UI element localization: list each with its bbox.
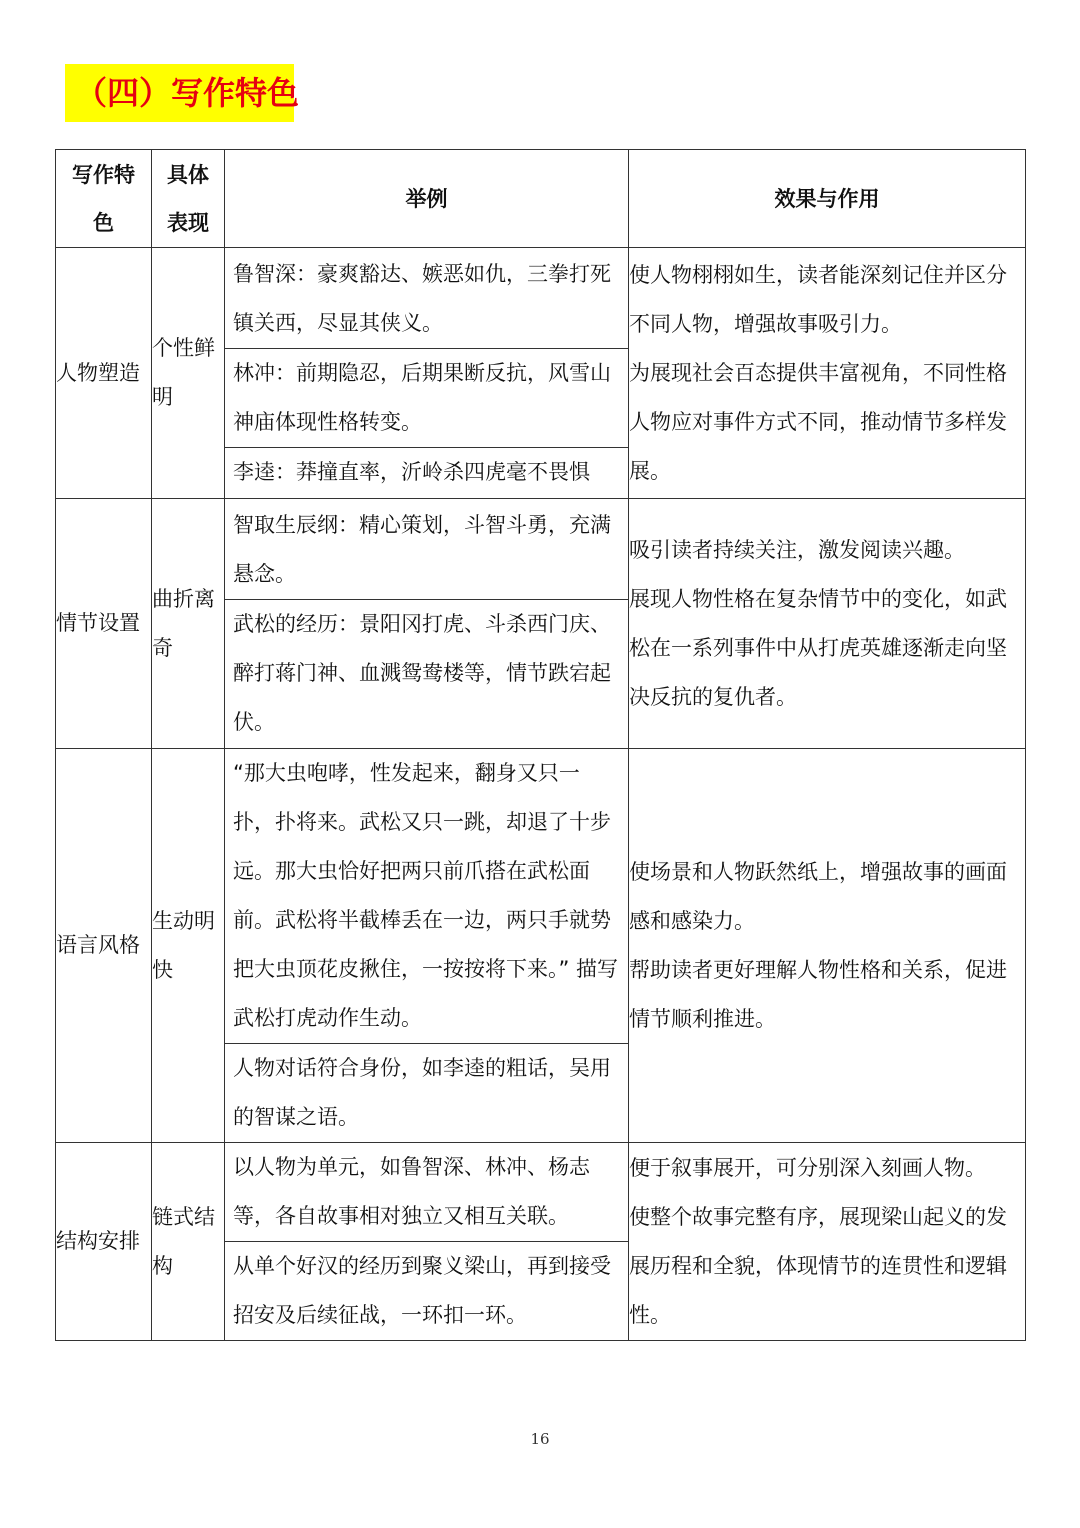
- section-title: （四）写作特色: [65, 64, 294, 122]
- examples-cell: [225, 248, 629, 499]
- example-item: 鲁智深：豪爽豁达、嫉恶如仇，三拳打死镇关西，尽显其侠义。: [233, 261, 611, 335]
- examples-cell: [225, 499, 629, 749]
- example-item: 智取生辰纲：精心策划，斗智斗勇，充满悬念。: [233, 512, 611, 586]
- effects-cell: [629, 499, 1026, 749]
- header-examples: 举例: [225, 150, 629, 248]
- effect-item: 使人物栩栩如生，读者能深刻记住并区分不同人物，增强故事吸引力。: [629, 262, 1007, 336]
- writing-features-table: [55, 149, 1026, 1341]
- example-item: 以人物为单元，如鲁智深、林冲、杨志等，各自故事相对独立又相互关联。: [233, 1155, 590, 1228]
- table-row: [56, 1143, 1026, 1341]
- example-item: 武松的经历：景阳冈打虎、斗杀西门庆、醉打蒋门神、血溅鸳鸯楼等，情节跌宕起伏。: [225, 599, 628, 747]
- header-manifestation: 具体表现: [152, 150, 225, 248]
- feature-cell: 情节设置: [56, 499, 152, 749]
- manifestation-cell: 曲折离奇: [152, 499, 225, 749]
- effect-item: 吸引读者持续关注，激发阅读兴趣。: [629, 537, 965, 562]
- effect-item: 使整个故事完整有序，展现梁山起义的发展历程和全貌，体现情节的连贯性和逻辑性。: [629, 1204, 1007, 1327]
- effect-item: 为展现社会百态提供丰富视角，不同性格人物应对事件方式不同，推动情节多样发展。: [629, 360, 1007, 483]
- header-feature: 写作特色: [56, 150, 152, 248]
- feature-cell: 语言风格: [56, 749, 152, 1143]
- table-row: [56, 499, 1026, 749]
- manifestation-cell: 个性鲜明: [152, 248, 225, 499]
- examples-cell: [225, 749, 629, 1143]
- example-item: 林冲：前期隐忍，后期果断反抗，风雪山神庙体现性格转变。: [225, 348, 628, 447]
- effects-cell: [629, 1143, 1026, 1341]
- effect-item: 展现人物性格在复杂情节中的变化，如武松在一系列事件中从打虎英雄逐渐走向坚决反抗的复仇者。: [629, 586, 1007, 709]
- effect-item: 使场景和人物跃然纸上，增强故事的画面感和感染力。: [629, 859, 1007, 933]
- example-item: “那大虫咆哮，性发起来，翻身又只一扑，扑将来。武松又只一跳，却退了十步远。那大虫恰好把两只前爪搭在武松面前。武松将半截棒丢在一边，两只手就势把大虫顶花皮揪住，一按按将下来。” 描写武松打虎动作生动。: [233, 761, 619, 1030]
- table-row: [56, 248, 1026, 499]
- manifestation-cell: 生动明快: [152, 749, 225, 1143]
- feature-cell: 人物塑造: [56, 248, 152, 499]
- example-item: 从单个好汉的经历到聚义梁山，再到接受招安及后续征战，一环扣一环。: [225, 1241, 628, 1340]
- example-item: 李逵：莽撞直率，沂岭杀四虎毫不畏惧: [225, 447, 628, 497]
- examples-cell: [225, 1143, 629, 1341]
- feature-cell: 结构安排: [56, 1143, 152, 1341]
- table-row: [56, 749, 1026, 1143]
- example-item: 人物对话符合身份，如李逵的粗话，吴用的智谋之语。: [225, 1043, 628, 1142]
- effect-item: 帮助读者更好理解人物性格和关系，促进情节顺利推进。: [629, 957, 1007, 1031]
- page-number: 16: [530, 1430, 550, 1448]
- manifestation-cell: 链式结构: [152, 1143, 225, 1341]
- effects-cell: [629, 248, 1026, 499]
- effects-cell: [629, 749, 1026, 1143]
- table-header-row: [56, 150, 1026, 248]
- header-effects: 效果与作用: [629, 150, 1026, 248]
- effect-item: 便于叙事展开，可分别深入刻画人物。: [629, 1155, 986, 1180]
